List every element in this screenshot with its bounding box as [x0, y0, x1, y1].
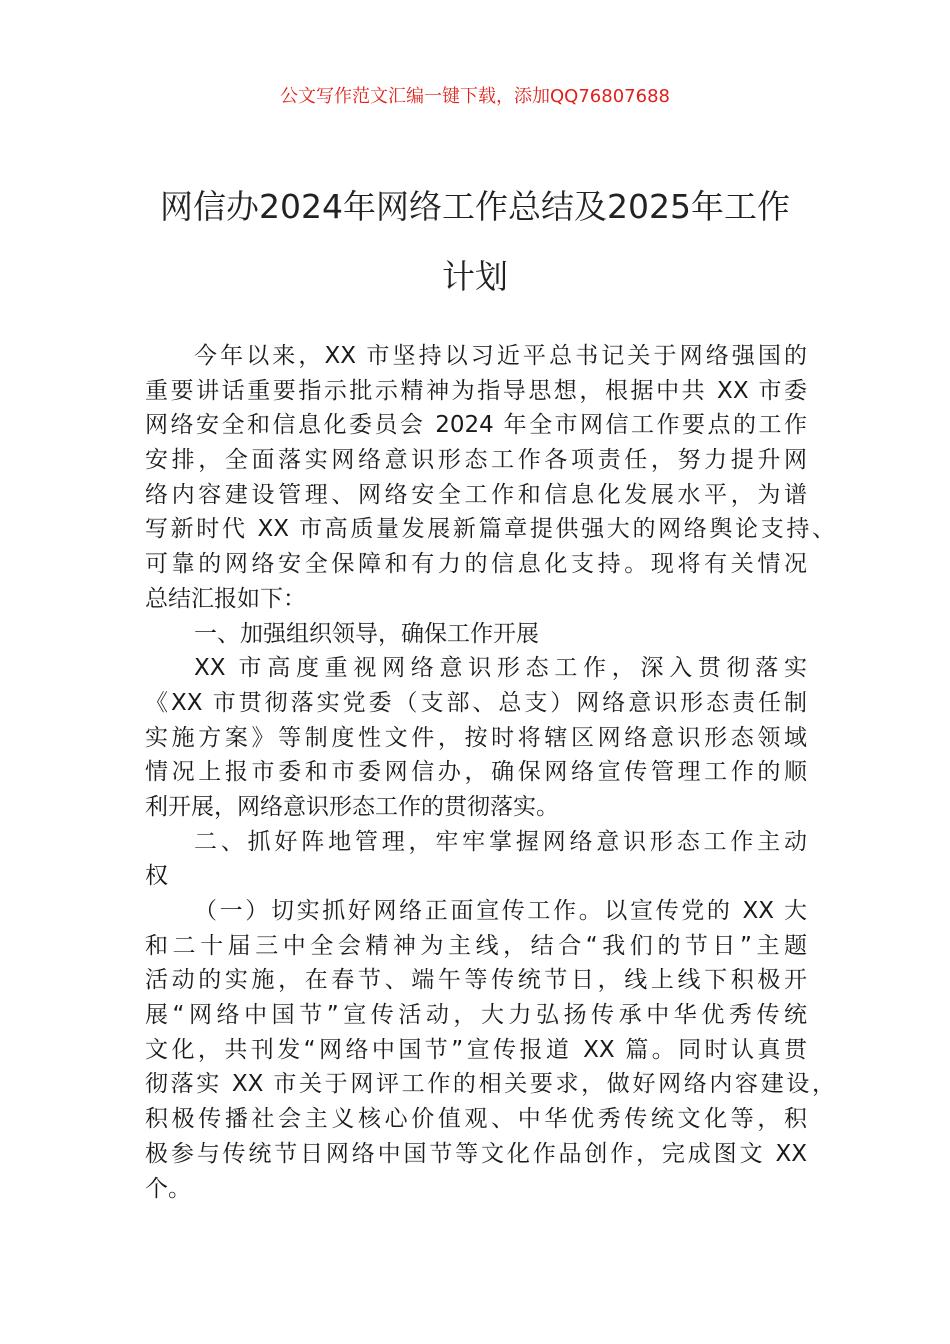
body-text-line: 实施方案》等制度性文件，按时将辖区网络意识形态领域	[145, 724, 807, 751]
body-text-line: 《XX 市贯彻落实党委（支部、总支）网络意识形态责任制	[145, 689, 807, 716]
title-line-1: 网信办2024年网络工作总结及2025年工作	[160, 187, 790, 226]
body-text-line: 文化，共刊发“网络中国节”宣传报道 XX 篇。同时认真贯	[145, 1036, 807, 1063]
body-text-line: 网络安全和信息化委员会 2024 年全市网信工作要点的工作	[145, 412, 807, 439]
body-text-line: 权	[145, 863, 168, 890]
document-body	[145, 339, 835, 1206]
body-text-line: 展“网络中国节”宣传活动，大力弘扬传承中华优秀传统	[145, 1002, 807, 1029]
body-text-line: 一、加强组织领导，确保工作开展	[194, 620, 539, 647]
body-text-line: 利开展，网络意识形态工作的贯彻落实。	[145, 793, 559, 820]
body-text-line: 可靠的网络安全保障和有力的信息化支持。现将有关情况	[145, 551, 807, 578]
body-text-line: 二、抓好阵地管理，牢牢掌握网络意识形态工作主动	[194, 828, 807, 855]
body-text-line: 积极传播社会主义核心价值观、中华优秀传统文化等，积	[145, 1106, 807, 1133]
body-text-line: 彻落实 XX 市关于网评工作的相关要求，做好网络内容建设，	[145, 1071, 835, 1098]
body-text-line: （一）切实抓好网络正面宣传工作。以宣传党的 XX 大	[194, 898, 807, 924]
body-text-line: 情况上报市委和市委网信办，确保网络宣传管理工作的顺	[145, 759, 807, 786]
title-line-2: 计划	[442, 257, 508, 296]
document-title	[120, 172, 830, 312]
body-text-line: 和二十届三中全会精神为主线，结合“我们的节日”主题	[145, 932, 807, 959]
body-text-line: 安排，全面落实网络意识形态工作各项责任，努力提升网	[145, 447, 807, 474]
body-text-line: 总结汇报如下：	[145, 585, 306, 612]
body-text-line: XX 市高度重视网络意识形态工作，深入贯彻落实	[194, 655, 807, 682]
body-text-line: 活动的实施，在春节、端午等传统节日，线上线下积极开	[145, 967, 807, 994]
body-text-line: 写新时代 XX 市高质量发展新篇章提供强大的网络舆论支持、	[145, 516, 835, 543]
promo-banner: 公文写作范文汇编一键下载，添加QQ76807688	[280, 86, 670, 107]
body-text-line: 极参与传统节日网络中国节等文化作品创作，完成图文 XX	[145, 1140, 807, 1167]
body-text-line: 络内容建设管理、网络安全工作和信息化发展水平，为谱	[145, 481, 807, 508]
body-text-line: 今年以来，XX 市坚持以习近平总书记关于网络强国的	[194, 343, 807, 369]
body-text-line: 个。	[145, 1175, 191, 1202]
body-text-line: 重要讲话重要指示批示精神为指导思想，根据中共 XX 市委	[145, 377, 807, 404]
